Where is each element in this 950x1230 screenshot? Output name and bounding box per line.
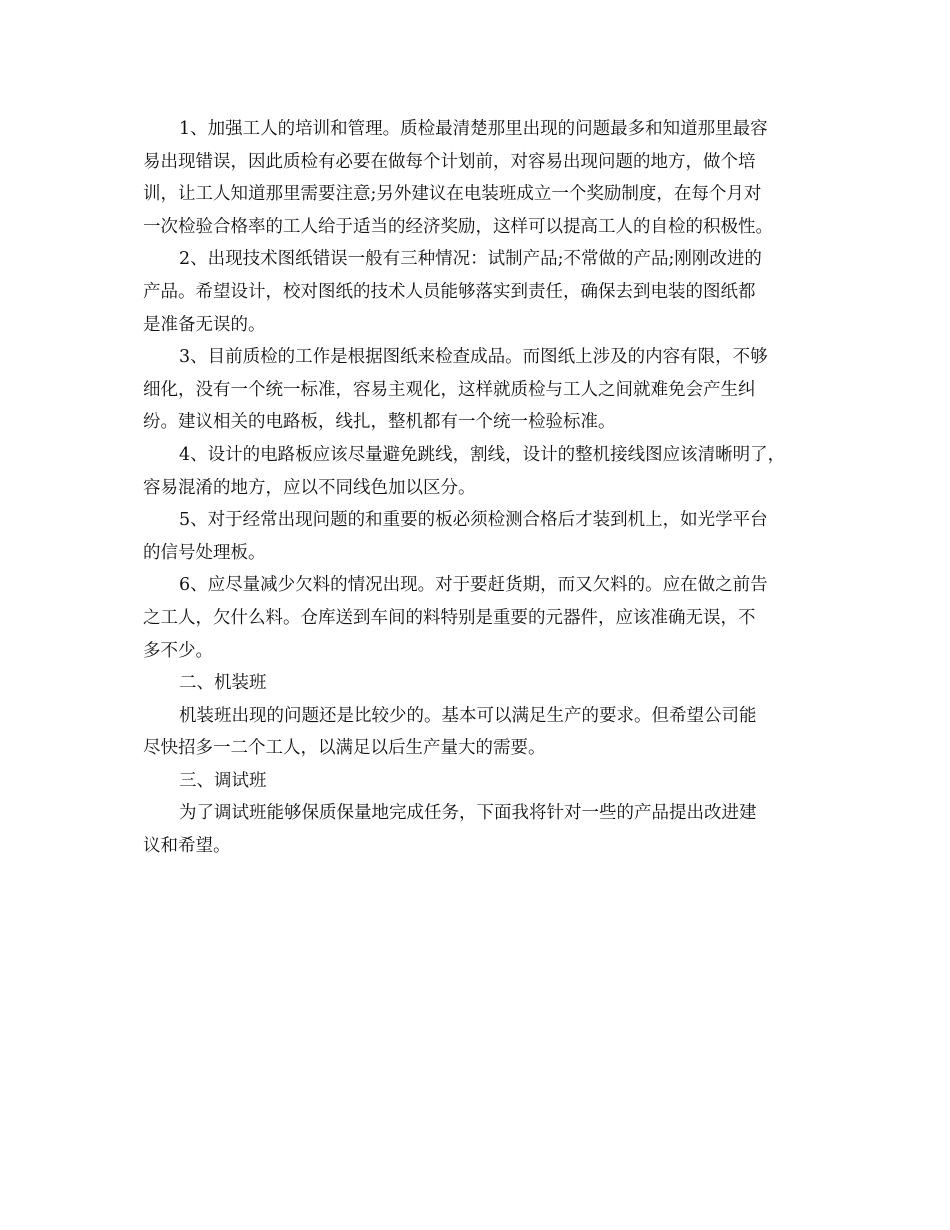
text-line: 产品。希望设计，校对图纸的技术人员能够落实到责任，确保去到电装的图纸都 [143,281,756,302]
text-line: 3、目前质检的工作是根据图纸来检查成品。而图纸上涉及的内容有限，不够 [179,347,768,368]
text-line: 的信号处理板。 [143,542,266,563]
text-line: 机装班出现的问题还是比较少的。基本可以满足生产的要求。但希望公司能 [179,705,757,726]
text-line: 是准备无误的。 [143,314,266,335]
text-line: 一次检验合格率的工人给于适当的经济奖励，这样可以提高工人的自检的积极性。 [143,216,773,237]
text-line: 2、出现技术图纸错误一般有三种情况：试制产品;不常做的产品;刚刚改进的 [179,249,762,270]
text-line: 纷。建议相关的电路板，线扎，整机都有一个统一检验标准。 [143,412,616,433]
text-line: 1、加强工人的培训和管理。质检最清楚那里出现的问题最多和知道那里最容 [179,119,768,139]
text-line: 6、应尽量减少欠料的情况出现。对于要赶货期，而又欠料的。应在做之前告 [179,575,768,596]
text-line: 议和希望。 [143,836,231,857]
text-line: 容易混淆的地方，应以不同线色加以区分。 [143,477,476,498]
text-line: 为了调试班能够保质保量地完成任务，下面我将针对一些的产品提出改进建 [179,803,757,824]
text-line: 4、设计的电路板应该尽量避免跳线，割线，设计的整机接线图应该清晰明了， [179,444,786,465]
section-heading: 二、机装班 [179,673,267,694]
document-body [143,113,813,863]
text-line: 易出现错误，因此质检有必要在做每个计划前，对容易出现问题的地方，做个培 [143,151,756,172]
section-heading: 三、调试班 [179,770,267,791]
text-line: 训，让工人知道那里需要注意;另外建议在电装班成立一个奖励制度，在每个月对 [143,184,762,205]
text-line: 多不少。 [143,640,213,661]
text-line: 5、对于经常出现问题的和重要的板必须检测合格后才装到机上，如光学平台 [179,510,768,531]
text-line: 细化，没有一个统一标准，容易主观化，这样就质检与工人之间就难免会产生纠 [143,379,756,400]
text-line: 尽快招多一二个工人，以满足以后生产量大的需要。 [143,738,546,759]
text-line: 之工人，欠什么料。仓库送到车间的料特别是重要的元器件，应该准确无误，不 [143,607,756,628]
